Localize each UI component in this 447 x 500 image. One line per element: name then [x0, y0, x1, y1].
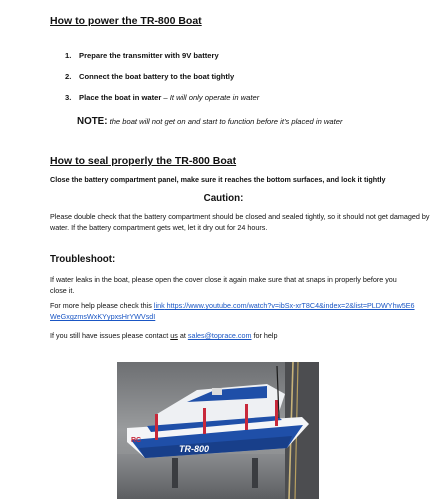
troubleshoot-text: If water leaks in the boat, please open the cover close it again make sure that at snaps in properly before you close it.	[50, 275, 397, 295]
power-steps-list	[65, 51, 425, 111]
hull-label: TR-800	[179, 444, 210, 454]
note-text: the boat will not get on and start to function before it’s placed in water	[107, 117, 343, 126]
caution-text: Please double check that the battery compartment should be closed and sealed tightly, so it should not get damaged by water. If the battery compartment gets wet, let it dry out for 24 hours.	[50, 212, 430, 232]
contact-prefix: If you still have issues please contact	[50, 331, 171, 340]
step-text: Place the boat in water	[79, 93, 162, 102]
seal-instruction: Close the battery compartment panel, make sure it reaches the bottom surfaces, and lock it tightly	[50, 175, 386, 184]
red-post	[275, 400, 278, 426]
step-text: Connect the boat battery to the boat tightly	[79, 72, 235, 81]
help-link-word[interactable]: link	[153, 301, 165, 310]
help-paragraph	[50, 300, 415, 322]
boat-sticker	[212, 388, 222, 395]
stand-leg	[172, 458, 178, 488]
boat-photo	[117, 362, 319, 499]
boat-illustration	[117, 362, 319, 499]
power-heading: How to power the TR-800 Boat	[50, 15, 202, 27]
note-label: NOTE:	[77, 116, 108, 127]
step-text: Prepare the transmitter with 9V battery	[79, 51, 219, 60]
power-note	[77, 116, 342, 127]
contact-at: at	[177, 331, 188, 340]
step-number: 3.	[65, 93, 72, 102]
troubleshoot-heading: Troubleshoot:	[50, 254, 116, 265]
help-prefix: For more help please check this	[50, 301, 154, 310]
red-post	[203, 408, 206, 434]
caution-heading: Caution:	[203, 193, 244, 204]
step-item	[65, 72, 234, 81]
red-post	[245, 404, 248, 430]
step-item	[65, 51, 219, 60]
contact-email-link[interactable]: sales@toprace.com	[187, 331, 252, 340]
contact-paragraph	[50, 330, 430, 341]
step-note: – It will only operate in water	[161, 93, 260, 102]
step-number: 1.	[65, 51, 72, 60]
contact-us-link[interactable]: us	[170, 331, 178, 340]
red-post	[155, 414, 158, 440]
seal-heading: How to seal properly the TR-800 Boat	[50, 155, 237, 167]
contact-suffix: for help	[251, 331, 278, 340]
step-item	[65, 93, 259, 102]
stand-leg	[252, 458, 258, 488]
step-number: 2.	[65, 72, 72, 81]
hull-side-label: RC	[131, 437, 142, 444]
help-url-link[interactable]: https://www.youtube.com/watch?v=ibSx-xrT8C4&index=2&list=PLDWYhw5E6WeGxgzmsWxKYypxsHrYWVsdI	[50, 301, 415, 321]
